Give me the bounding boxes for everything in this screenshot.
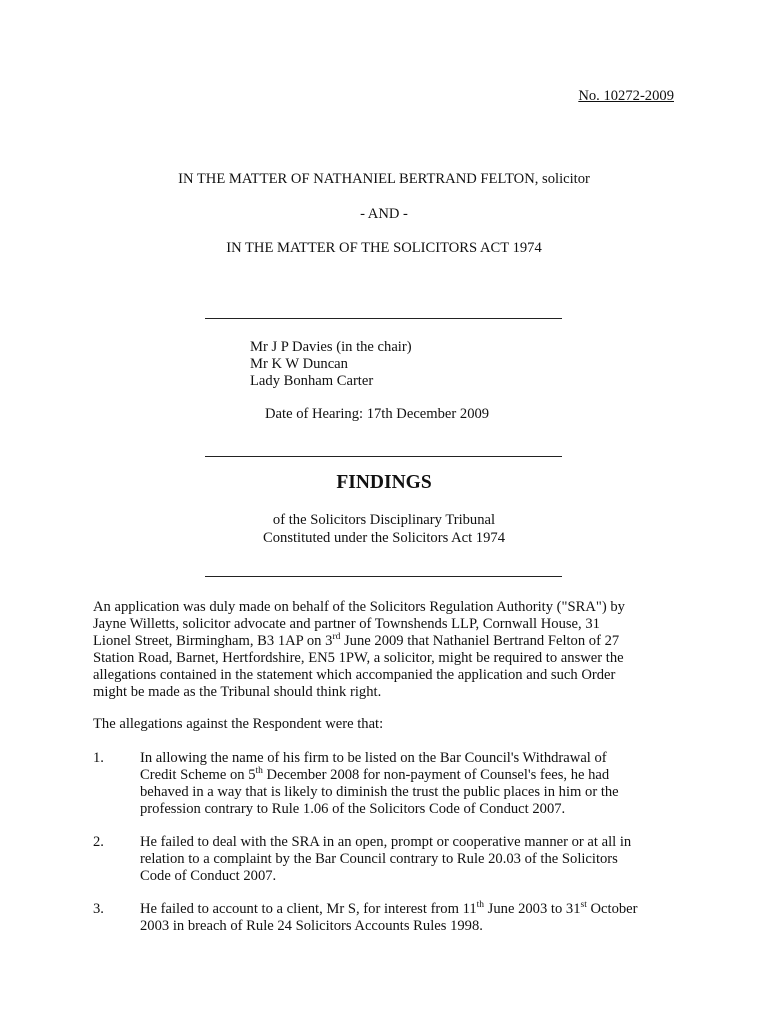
application-line: Jayne Willetts, solicitor advocate and partner of Townshends LLP, Cornwall House, 31 — [93, 616, 600, 632]
application-line: might be made as the Tribunal should think right. — [93, 684, 382, 700]
application-line: Lionel Street, Birmingham, B3 1AP on 3rd June 2009 that Nathaniel Bertrand Felton of 27 — [93, 632, 620, 649]
panel-member-chair: Mr J P Davies (in the chair) — [250, 339, 412, 355]
allegation-text: In allowing the name of his firm to be listed on the Bar Council's Withdrawal of Credit Scheme on 5th December 2008 for non-payment of Counsel's fees, he had behaved in a way that is likely to diminish the trust the public places in him or the profession contrary to Rule 1.06 of the Solicitors Code of Conduct 2007. — [140, 750, 619, 817]
allegation-text: He failed to deal with the SRA in an open, prompt or cooperative manner or at all in relation to a complaint by the Bar Council contrary to Rule 20.03 of the Solicitors Code of Conduct 2007. — [140, 834, 632, 884]
case-reference-number: No. 10272-2009 — [578, 88, 674, 104]
allegation-text: He failed to account to a client, Mr S, for interest from 11th June 2003 to 31st October 2003 in breach of Rule 24 Solicitors Accounts Rules 1998. — [140, 900, 638, 934]
matter-line-respondent: IN THE MATTER OF NATHANIEL BERTRAND FELTON, solicitor — [178, 171, 590, 187]
divider-rule-3 — [205, 576, 562, 577]
matter-line-act: IN THE MATTER OF THE SOLICITORS ACT 1974 — [226, 240, 542, 256]
divider-rule-1 — [205, 318, 562, 319]
allegations-intro: The allegations against the Respondent were that: — [93, 716, 384, 732]
hearing-date: Date of Hearing: 17th December 2009 — [265, 406, 490, 422]
findings-subtitle: of the Solicitors Disciplinary Tribunal — [272, 512, 496, 528]
findings-title: FINDINGS — [336, 472, 432, 493]
allegation-number: 2. — [93, 834, 104, 850]
allegation-number: 3. — [93, 901, 104, 917]
allegation-number: 1. — [93, 750, 104, 766]
application-line: allegations contained in the statement which accompanied the application and such Order — [93, 667, 616, 683]
application-line: Station Road, Barnet, Hertfordshire, EN5 1PW, a solicitor, might be required to answer the — [93, 650, 624, 666]
application-line: An application was duly made on behalf of the Solicitors Regulation Authority ("SRA") by — [93, 599, 625, 615]
application-paragraph — [93, 599, 673, 701]
panel-member: Mr K W Duncan — [250, 356, 348, 372]
findings-subtitle-2: Constituted under the Solicitors Act 1974 — [263, 530, 505, 546]
panel-member: Lady Bonham Carter — [250, 373, 374, 389]
tribunal-panel — [250, 339, 412, 390]
divider-rule-2 — [205, 456, 562, 457]
matter-and-separator: - AND - — [360, 206, 408, 222]
